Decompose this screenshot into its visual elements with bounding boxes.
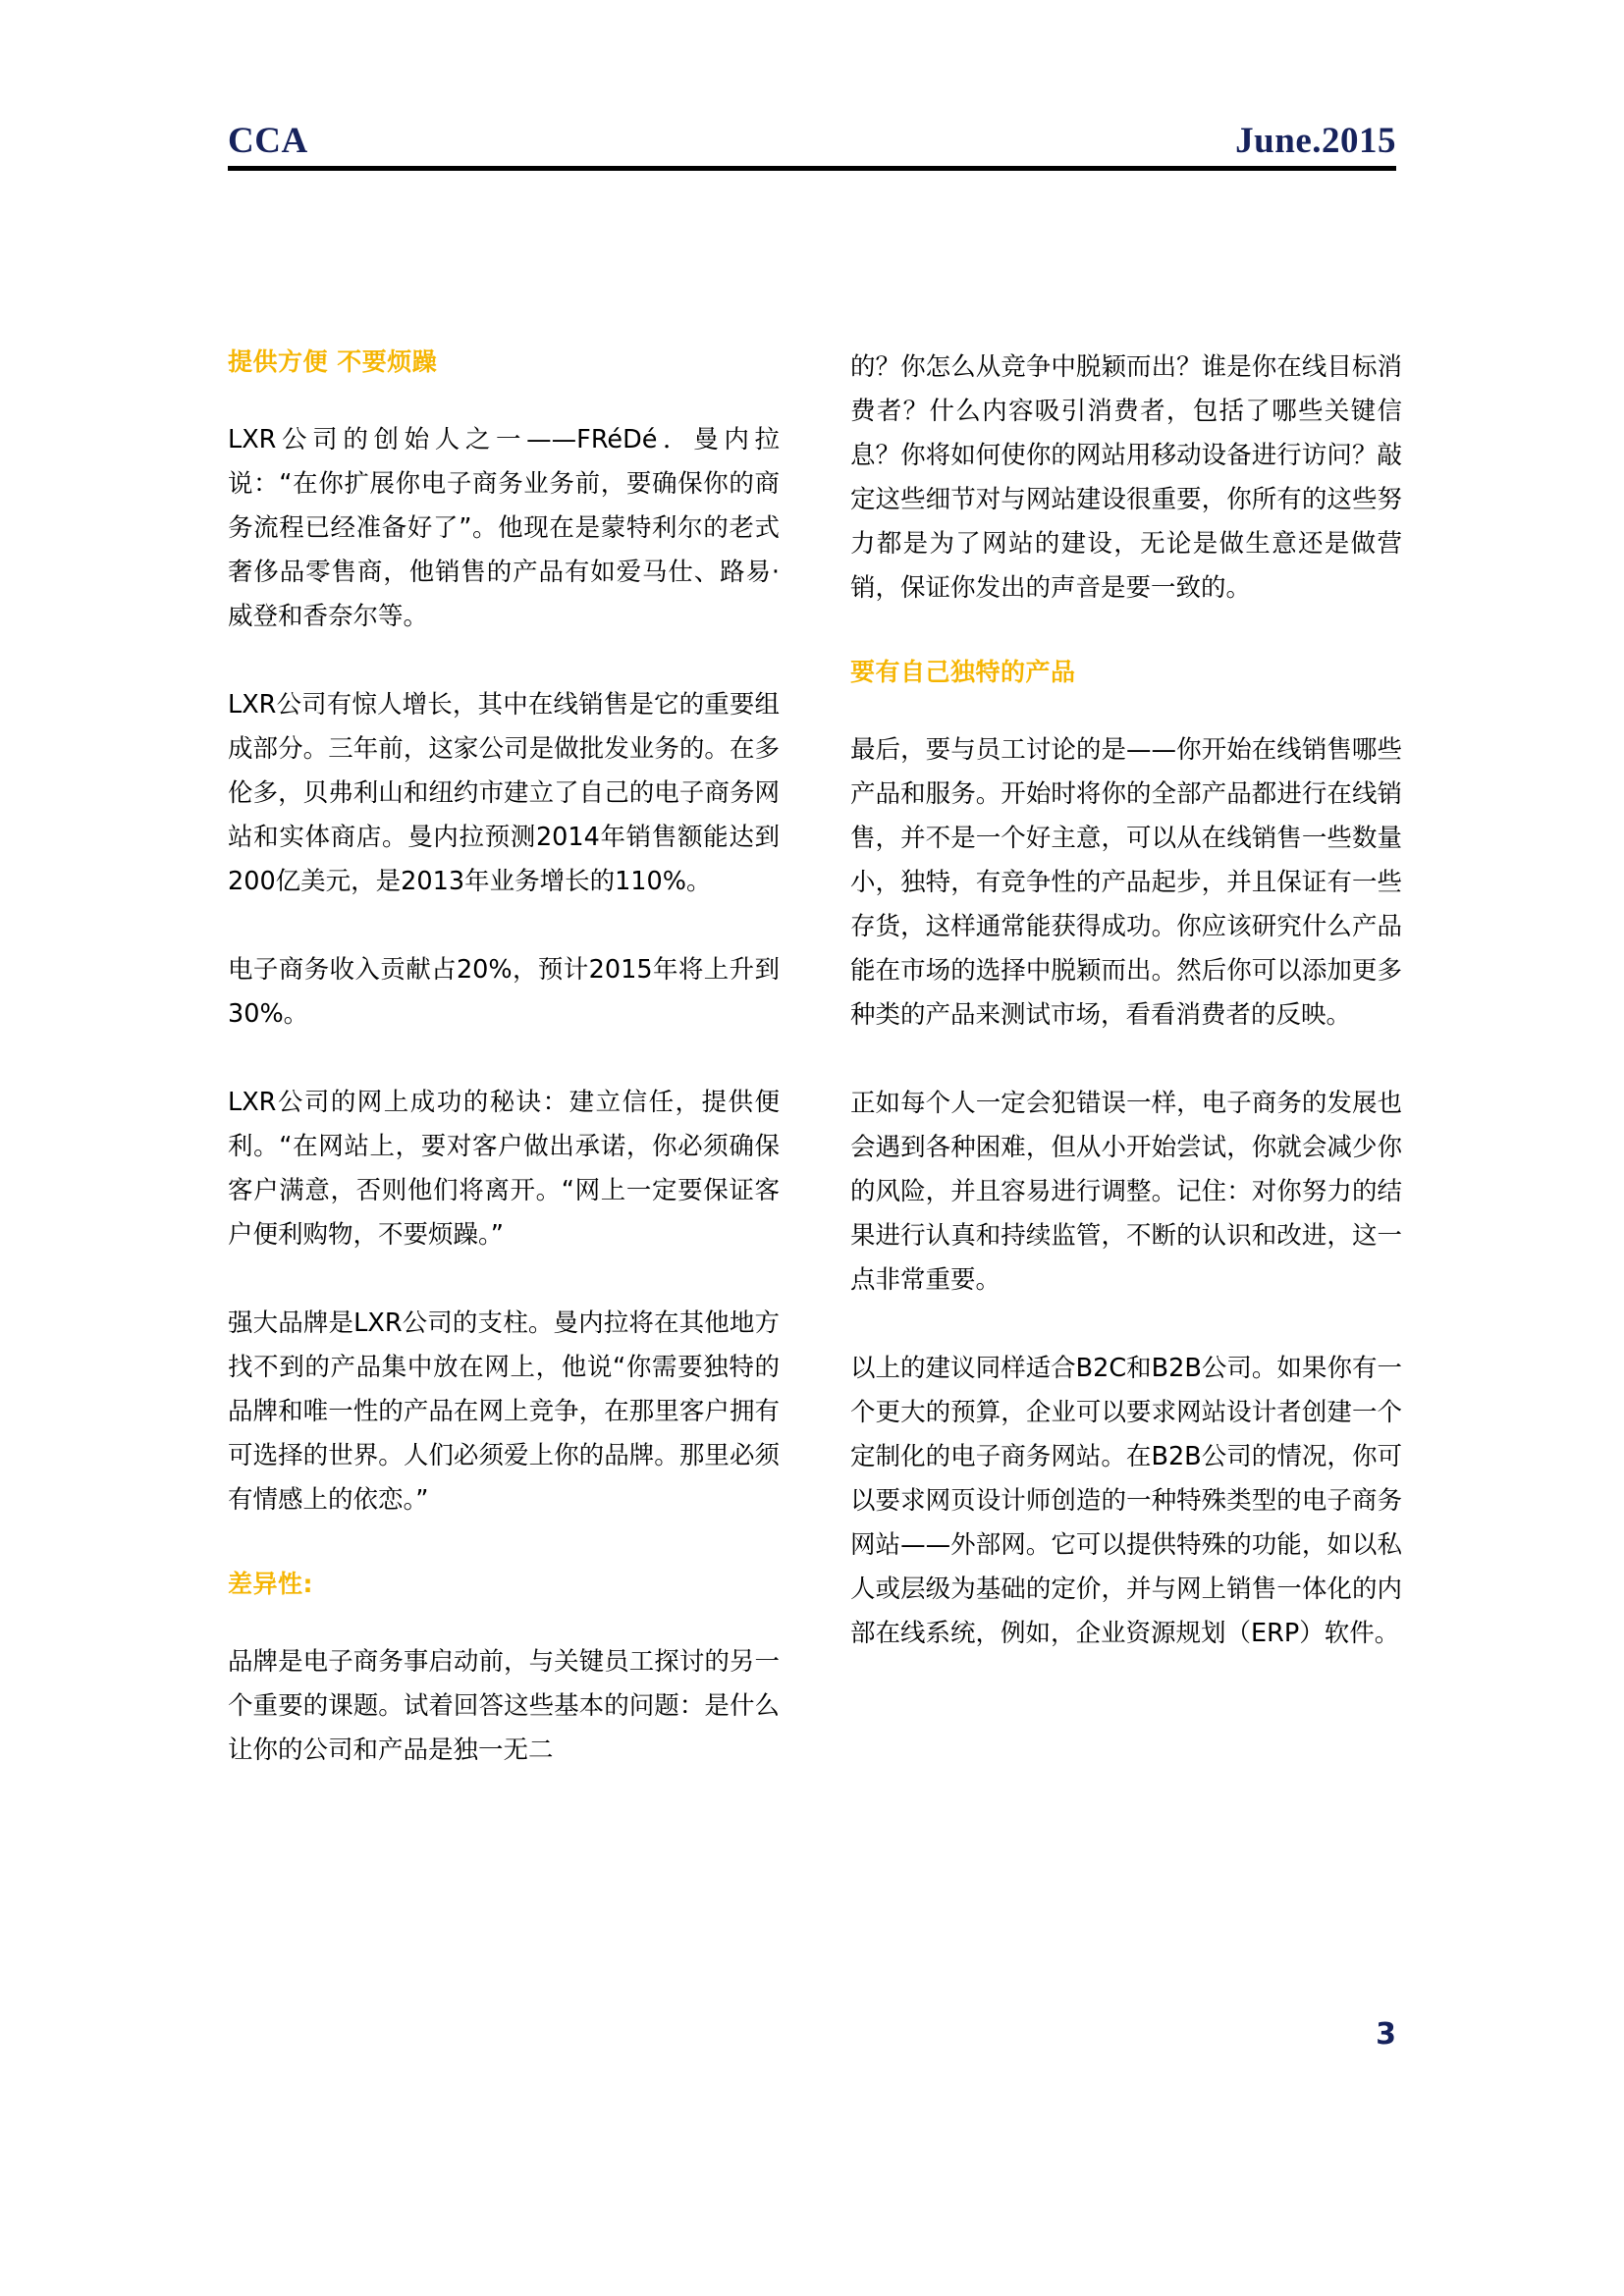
page-number: 3 [1376, 2017, 1396, 2052]
paragraph-mistakes-and-risk: 正如每个人一定会犯错误一样，电子商务的发展也会遇到各种困难，但从小开始尝试，你就会减少你的风险，并且容易进行调整。记住：对你努力的结果进行认真和持续监管，不断的认识和改进，这一点非常重要。 [850, 1088, 1402, 1295]
paragraph-questions-continued: 的？你怎么从竞争中脱颖而出？谁是你在线目标消费者？什么内容吸引消费者，包括了哪些关键信息？你将如何使你的网站用移动设备进行访问？敲定这些细节对与网站建设很重要，你所有的这些努力都是为了网站的建设，无论是做生意还是做营销，保证你发出的声音是要一致的。 [850, 352, 1402, 603]
page-header [228, 108, 1396, 171]
right-column [850, 346, 1402, 1773]
paragraph-founder-intro: LXR公司的创始人之一——FRéDé．曼内拉说：“在你扩展你电子商务业务前，要确保你的商务流程已经准备好了”。他现在是蒙特利尔的老式奢侈品零售商，他销售的产品有如爱马仕、路易·威登和香奈尔等。 [228, 424, 780, 631]
paragraph-b2c-b2b-advice: 以上的建议同样适合B2C和B2B公司。如果你有一个更大的预算，企业可以要求网站设计者创建一个定制化的电子商务网站。在B2B公司的情况，你可以要求网页设计师创造的一种特殊类型的电子商务网站——外部网。它可以提供特殊的功能，如以私人或层级为基础的定价，并与网上销售一体化的内部在线系统，例如，企业资源规划（ERP）软件。 [850, 1353, 1402, 1648]
publication-title: CCA [228, 121, 308, 161]
section-heading-unique-products: 要有自己独特的产品 [850, 658, 1076, 686]
issue-date: June.2015 [1235, 121, 1396, 161]
paragraph-product-selection: 最后，要与员工讨论的是——你开始在线销售哪些产品和服务。开始时将你的全部产品都进行在线销售，并不是一个好主意，可以从在线销售一些数量小，独特，有竞争性的产品起步，并且保证有一些存货，这样通常能获得成功。你应该研究什么产品能在市场的选择中脱颖而出。然后你可以添加更多种类的产品来测试市场，看看消费者的反映。 [850, 734, 1402, 1030]
header-divider [228, 166, 1396, 171]
paragraph-revenue-share: 电子商务收入贡献占20%，预计2015年将上升到30%。 [228, 954, 780, 1029]
left-column [228, 346, 780, 1773]
article-columns [228, 346, 1402, 1773]
paragraph-brand-questions: 品牌是电子商务事启动前，与关键员工探讨的另一个重要的课题。试着回答这些基本的问题：是什么让你的公司和产品是独一无二 [228, 1646, 780, 1765]
paragraph-strong-brand: 强大品牌是LXR公司的支柱。曼内拉将在其他地方找不到的产品集中放在网上，他说“你需要独特的品牌和唯一性的产品在网上竞争，在那里客户拥有可选择的世界。人们必须爱上你的品牌。那里必须有情感上的依恋。” [228, 1308, 780, 1515]
header-row [228, 108, 1396, 159]
paragraph-company-growth: LXR公司有惊人增长，其中在线销售是它的重要组成部分。三年前，这家公司是做批发业务的。在多伦多，贝弗利山和纽约市建立了自己的电子商务网站和实体商店。曼内拉预测2014年销售额能达到200亿美元，是2013年业务增长的110%。 [228, 689, 780, 896]
section-heading-differentiation: 差异性: [228, 1569, 313, 1598]
section-heading-convenience: 提供方便 不要烦躁 [228, 347, 438, 376]
paragraph-online-success-secret: LXR公司的网上成功的秘诀：建立信任，提供便利。“在网站上，要对客户做出承诺，你必须确保客户满意，否则他们将离开。“网上一定要保证客户便利购物，不要烦躁。” [228, 1087, 780, 1250]
